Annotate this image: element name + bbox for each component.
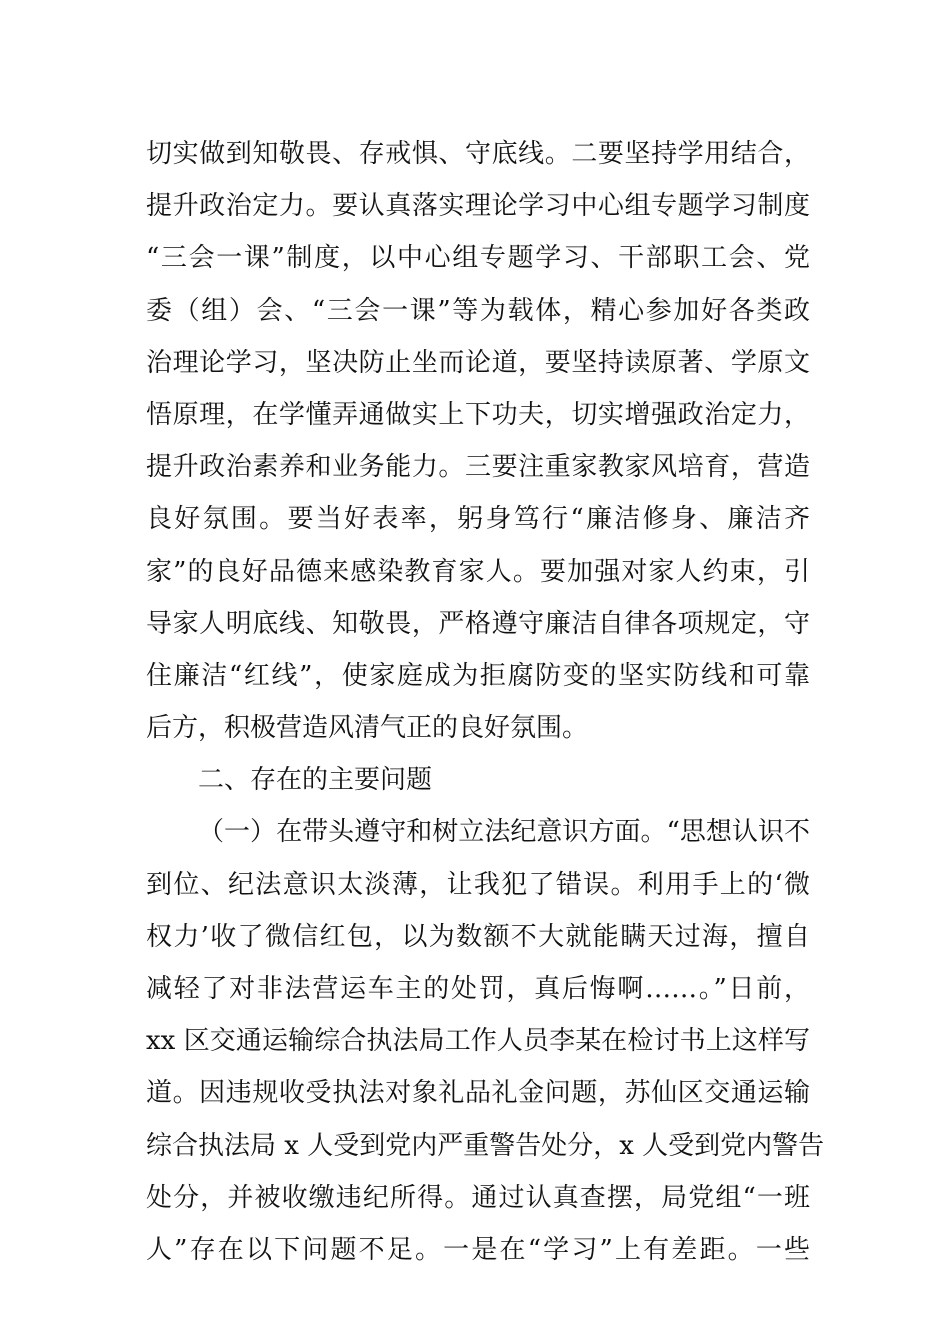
text-line: 综合执法局 x 人受到党内严重警告处分，x 人受到党内警告 [146,1130,825,1161]
text-line: 提升政治素养和业务能力。三要注重家教家风培育，营造 [146,452,810,483]
text-line: 处分，并被收缴违纪所得。通过认真查摆，局党组“一班 [146,1182,810,1213]
section-heading: 二、存在的主要问题 [198,765,433,796]
text-line: xx 区交通运输综合执法局工作人员李某在检讨书上这样写 [146,1026,810,1057]
text-line: 到位、纪法意识太淡薄，让我犯了错误。利用手上的‘微 [146,869,810,900]
text-line: 权力’收了微信红包，以为数额不大就能瞒天过海，擅自 [146,921,810,952]
text-line: 提升政治定力。要认真落实理论学习中心组专题学习制度 [146,191,810,222]
text-line: 家”的良好品德来感染教育家人。要加强对家人约束，引 [146,556,810,587]
text-line: 良好氛围。要当好表率，躬身笃行“廉洁修身、廉洁齐 [146,504,810,535]
text-line: 切实做到知敬畏、存戒惧、守底线。二要坚持学用结合， [146,139,810,169]
subsection-heading-line: （一）在带头遵守和树立法纪意识方面。“思想认识不 [198,817,810,848]
text-line: 治理论学习，坚决防止坐而论道，要坚持读原著、学原文 [146,347,810,378]
text-line: 人”存在以下问题不足。一是在“学习”上有差距。一些 [146,1234,810,1265]
text-line: 减轻了对非法营运车主的处罚，真后悔啊……。”日前， [146,974,810,1004]
text-line: 委（组）会、“三会一课”等为载体，精心参加好各类政 [146,295,810,326]
text-line: 悟原理，在学懂弄通做实上下功夫，切实增强政治定力， [146,399,810,430]
text-line: 道。因违规收受执法对象礼品礼金问题，苏仙区交通运输 [146,1078,810,1109]
text-line: 导家人明底线、知敬畏，严格遵守廉洁自律各项规定，守 [146,608,810,639]
body-text [146,128,825,1276]
text-line: 住廉洁“红线”，使家庭成为拒腐防变的坚实防线和可靠 [146,660,810,691]
text-line: “三会一课”制度，以中心组专题学习、干部职工会、党 [146,243,810,274]
paragraph-end-line: 后方，积极营造风清气正的良好氛围。 [146,713,589,744]
